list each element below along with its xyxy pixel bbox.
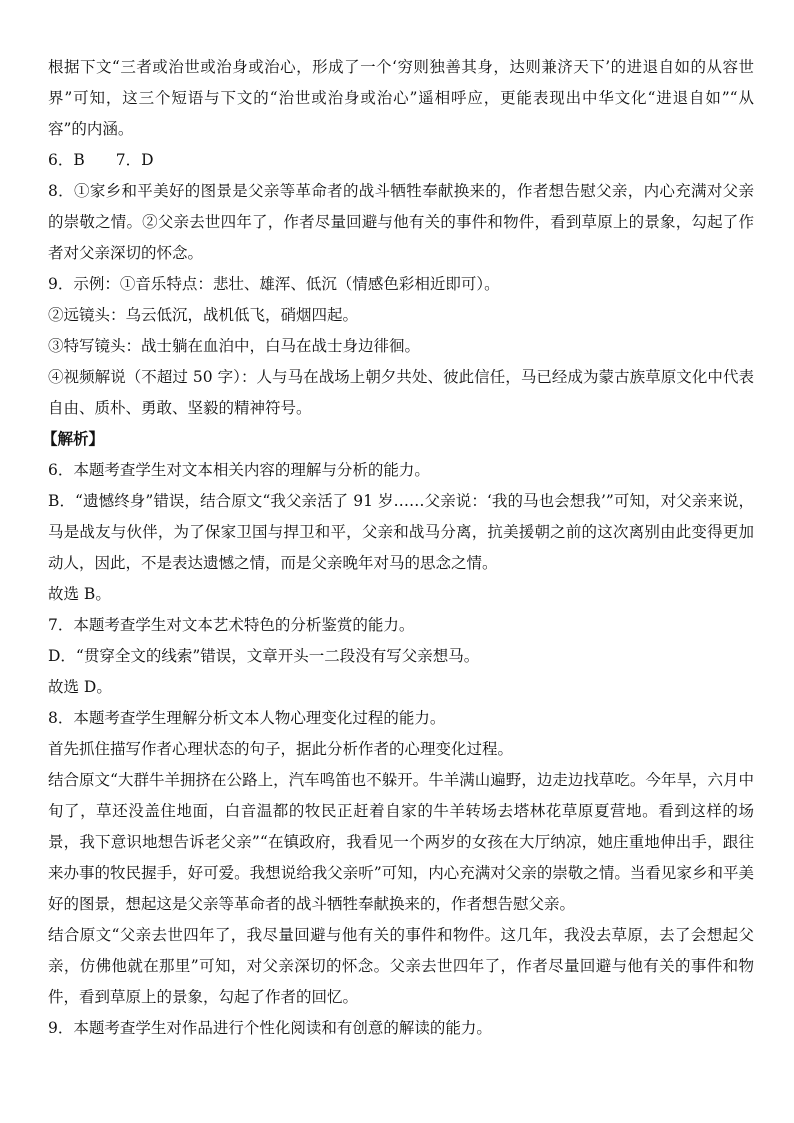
analysis-8-quote-1: 结合原文“大群牛羊拥挤在公路上，汽车鸣笛也不躲开。牛羊满山遍野，边走边找草吃。今年旱，六月中旬了，草还没盖住地面，白音温都的牧民正赶着自家的牛羊转场去塔林花草原夏营地。看到这样的场景，我下意识地想告诉老父亲”“在镇政府，我看见一个两岁的女孩在大厅纳凉，她庄重地伸出手，跟往来办事的牧民握手，好可爱。我想说给我父亲听”可知，内心充满对父亲的崇敬之情。当看见家乡和平美好的图景，想起这是父亲等革命者的战斗牺牲奉献换来的，作者想告慰父亲。 <box>48 771 754 913</box>
document-page <box>42 52 754 1044</box>
answer-9-close-up: ③特写镜头：战士躺在血泊中，白马在战士身边徘徊。 <box>48 337 421 355</box>
analysis-8-method: 首先抓住描写作者心理状态的句子，据此分析作者的心理变化过程。 <box>48 740 514 758</box>
answer-9-music: 9．示例：①音乐特点：悲壮、雄浑、低沉（情感色彩相近即可）。 <box>48 275 500 293</box>
analysis-6-choice: 故选 B。 <box>48 585 111 603</box>
analysis-8-intro: 8．本题考查学生理解分析文本人物心理变化过程的能力。 <box>48 709 446 727</box>
answer-6-7: 6．B 7．D <box>48 151 154 169</box>
analysis-6-b: B．“遗憾终身”错误，结合原文“我父亲活了 91 岁……父亲说：‘我的马也会想我’”可知，对父亲来说，马是战友与伙伴，为了保家卫国与捍卫和平，父亲和战马分离，抗美援朝之前的这次离别由此变得更加动人，因此，不是表达遗憾之情，而是父亲晚年对马的思念之情。 <box>48 492 754 572</box>
answer-9-narration: ④视频解说（不超过 50 字）：人与马在战场上朝夕共处、彼此信任，马已经成为蒙古族草原文化中代表自由、质朴、勇敢、坚毅的精神符号。 <box>48 368 754 417</box>
paragraph-intro: 根据下文“三者或治世或治身或治心，形成了一个‘穷则独善其身，达则兼济天下’的进退自如的从容世界”可知，这三个短语与下文的“治世或治身或治心”遥相呼应，更能表现出中华文化“进退自如”“从容”的内涵。 <box>48 58 754 138</box>
answer-9-long-shot: ②远镜头：乌云低沉，战机低飞，硝烟四起。 <box>48 306 359 324</box>
analysis-9-intro: 9．本题考查学生对作品进行个性化阅读和有创意的解读的能力。 <box>48 1019 492 1037</box>
analysis-6-intro: 6．本题考查学生对文本相关内容的理解与分析的能力。 <box>48 461 430 479</box>
analysis-7-d: D．“贯穿全文的线索”错误，文章开头一二段没有写父亲想马。 <box>48 647 480 665</box>
analysis-7-choice: 故选 D。 <box>48 678 112 696</box>
analysis-8-quote-2: 结合原文“父亲去世四年了，我尽量回避与他有关的事件和物件。这几年，我没去草原，去了会想起父亲，仿佛他就在那里”可知，对父亲深切的怀念。父亲去世四年了，作者尽量回避与他有关的事件和物件，看到草原上的景象，勾起了作者的回忆。 <box>48 926 754 1006</box>
answer-8: 8．①家乡和平美好的图景是父亲等革命者的战斗牺牲奉献换来的，作者想告慰父亲，内心充满对父亲的崇敬之情。②父亲去世四年了，作者尽量回避与他有关的事件和物件，看到草原上的景象，勾起了作者对父亲深切的怀念。 <box>48 182 754 262</box>
analysis-heading: 【解析】 <box>42 430 105 448</box>
analysis-7-intro: 7．本题考查学生对文本艺术特色的分析鉴赏的能力。 <box>48 616 415 634</box>
